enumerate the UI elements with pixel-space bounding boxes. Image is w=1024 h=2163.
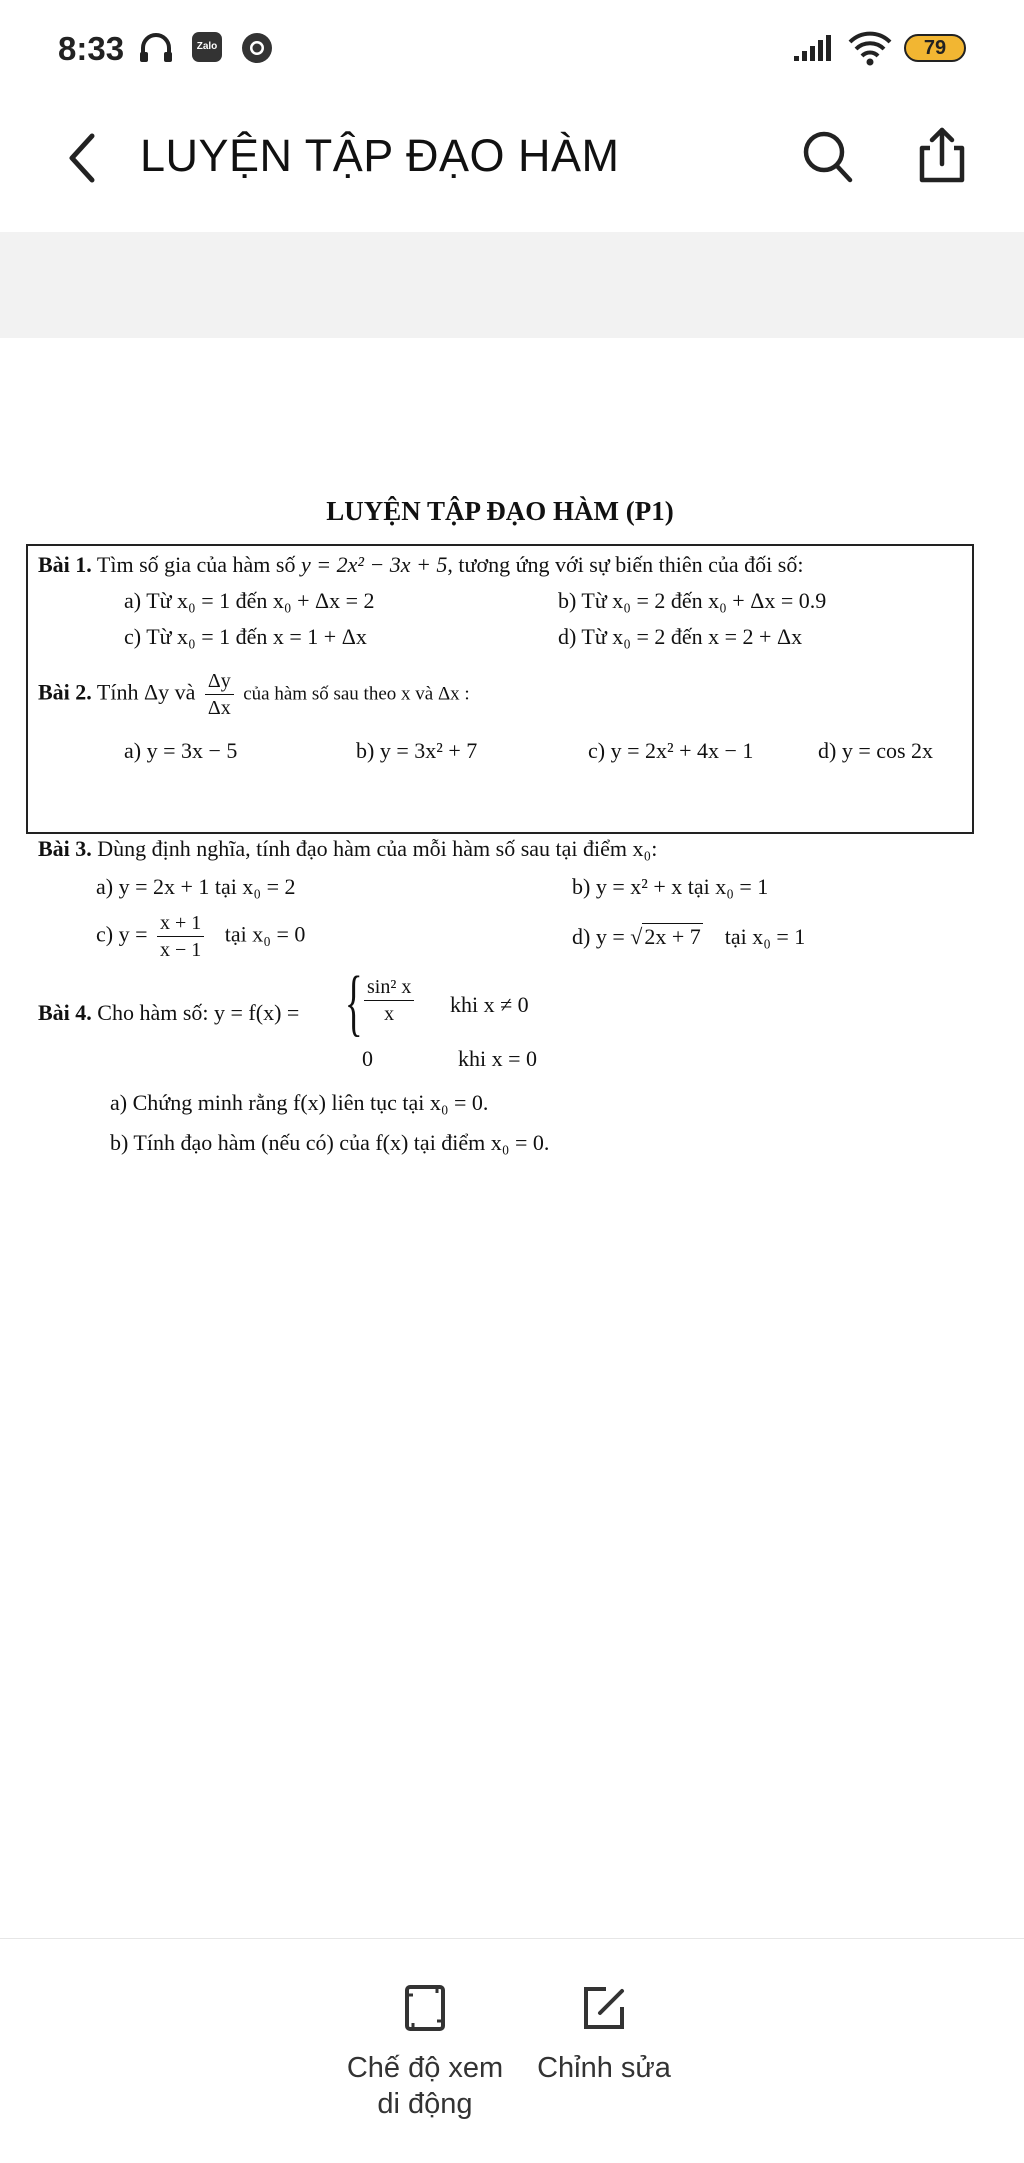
bai4-a: a) Chứng minh rằng f(x) liên tục tại x₀ = 0. xyxy=(110,1090,489,1115)
bai1-b: b) Từ x₀ = 2 đến x₀ + Δx = 0.9 xyxy=(558,588,827,613)
bai1-heading xyxy=(38,552,803,578)
bai4-case2-val: 0 xyxy=(362,1046,373,1071)
bai4-case1-fraction xyxy=(364,974,414,1027)
app-header xyxy=(0,100,1024,232)
signal-icon xyxy=(792,34,836,62)
edit-label: Chỉnh sửa xyxy=(537,2052,671,2084)
bai3-a: a) y = 2x + 1 tại x₀ = 2 xyxy=(96,874,296,899)
bai4-label: Bài 4. xyxy=(38,1000,92,1025)
bai3-d-suffix: tại x₀ = 1 xyxy=(724,924,806,949)
bai4-case1-num: sin² x xyxy=(364,974,414,1001)
bai4-heading xyxy=(38,1000,299,1026)
status-time: 8:33 xyxy=(58,30,125,67)
document-page xyxy=(0,338,1024,1938)
bai1-function: y = 2x² − 3x + 5 xyxy=(300,552,448,577)
bai4-case1-den: x xyxy=(384,1003,395,1025)
search-icon[interactable] xyxy=(800,126,856,186)
wifi-icon xyxy=(848,30,892,66)
zalo-icon: Zalo xyxy=(192,32,222,62)
bai4-b: b) Tính đạo hàm (nếu có) của f(x) tại điểm x₀ = 0. xyxy=(110,1130,550,1155)
toolbar-band xyxy=(0,232,1024,338)
mobile-view-label-line1: Chế độ xem xyxy=(346,2052,504,2084)
bai1-intro: Tìm số gia của hàm số xyxy=(96,552,296,577)
document-title: LUYỆN TẬP ĐẠO HÀM (P1) xyxy=(326,496,674,526)
bai2-label: Bài 2. xyxy=(38,679,92,705)
bai2-rest: của hàm số sau theo x và Δx : xyxy=(243,683,470,705)
bai1-a: a) Từ x₀ = 1 đến x₀ + Δx = 2 xyxy=(124,588,375,613)
bai3-b: b) y = x² + x tại x₀ = 1 xyxy=(572,874,769,899)
bai2-heading xyxy=(38,668,470,721)
bai3-heading xyxy=(38,836,657,862)
bai3-c-fraction xyxy=(157,910,204,963)
bai2-frac-den: Δx xyxy=(207,697,231,719)
bai1-d: d) Từ x₀ = 2 đến x = 2 + Δx xyxy=(558,624,803,649)
bai3-c-suffix: tại x₀ = 0 xyxy=(224,921,306,947)
bai1-rest: , tương ứng với sự biến thiên của đối số: xyxy=(447,552,804,577)
chrome-icon xyxy=(240,31,274,65)
edit-button[interactable] xyxy=(524,1983,684,2086)
bai2-d: d) y = cos 2x xyxy=(818,738,934,763)
bai3-c xyxy=(96,910,305,963)
bai2-intro: Tính Δy và xyxy=(96,679,196,705)
bai4-intro: Cho hàm số: y = f(x) = xyxy=(97,1000,300,1025)
bai1-label: Bài 1. xyxy=(38,552,92,577)
bai2-c: c) y = 2x² + 4x − 1 xyxy=(588,738,754,763)
bai4-case2-cond: khi x = 0 xyxy=(458,1046,538,1071)
bai3-d-radicand: 2x + 7 xyxy=(644,924,701,949)
headset-icon xyxy=(138,30,174,66)
mobile-view-label-line2: di động xyxy=(377,2088,473,2120)
bai3-c-den: x − 1 xyxy=(160,939,202,961)
bai4-case1 xyxy=(360,974,418,1027)
bai4-brace: { xyxy=(344,962,363,1044)
bai3-label: Bài 3. xyxy=(38,836,92,861)
bai2-frac-num: Δy xyxy=(205,668,234,695)
bottom-bar xyxy=(0,1938,1024,2163)
status-bar xyxy=(0,0,1024,100)
bai3-intro: Dùng định nghĩa, tính đạo hàm của mỗi hàm số sau tại điểm x₀: xyxy=(97,836,658,861)
bai3-c-num: x + 1 xyxy=(157,910,204,937)
bai3-d-prefix: d) y = √ xyxy=(572,924,643,949)
bai4-case1-cond: khi x ≠ 0 xyxy=(450,992,529,1017)
mobile-view-icon xyxy=(403,1983,447,2033)
mobile-view-button[interactable] xyxy=(330,1983,520,2122)
battery-icon: 79 xyxy=(904,34,966,62)
bai3-c-prefix: c) y = xyxy=(96,921,148,947)
edit-icon xyxy=(580,1983,628,2033)
bai1-c: c) Từ x₀ = 1 đến x = 1 + Δx xyxy=(124,624,367,649)
bai3-d xyxy=(572,924,805,950)
share-icon[interactable] xyxy=(914,124,970,186)
back-icon[interactable] xyxy=(62,130,102,186)
bai2-b: b) y = 3x² + 7 xyxy=(356,738,478,763)
page-title: LUYỆN TẬP ĐẠO HÀM xyxy=(140,130,620,181)
bai2-fraction xyxy=(205,668,234,721)
bai2-a: a) y = 3x − 5 xyxy=(124,738,238,763)
